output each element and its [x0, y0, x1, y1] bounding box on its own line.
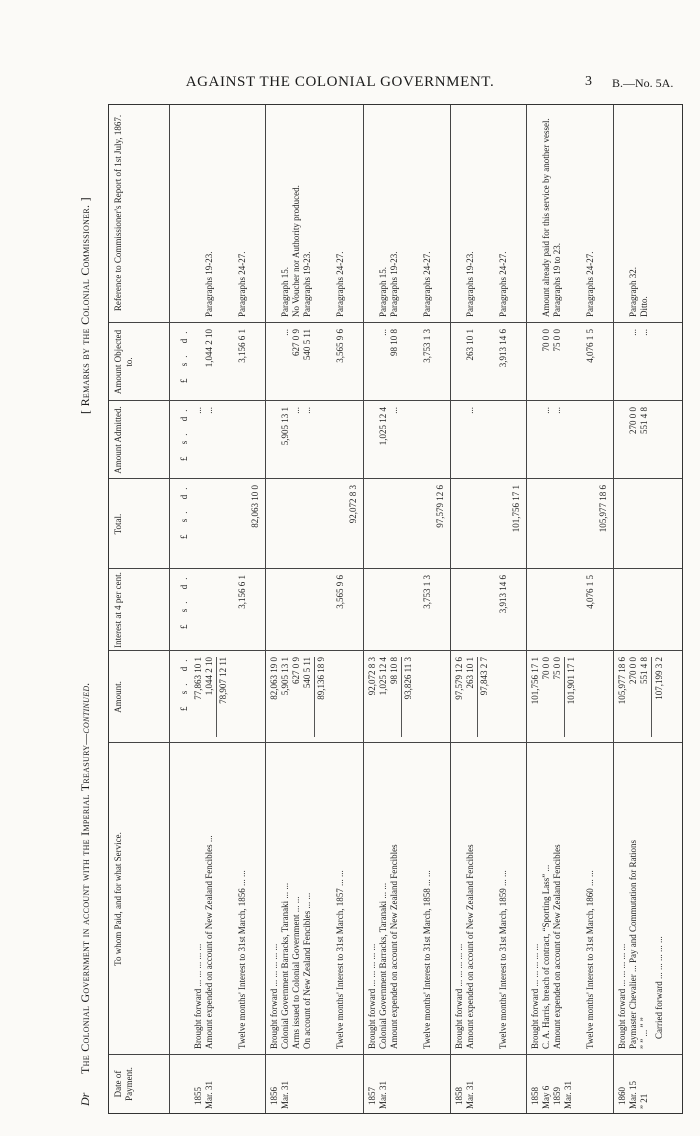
interest-line-objected: 3,565 9 6 [335, 329, 345, 363]
column-header-date: Date of Payment. [113, 1067, 134, 1101]
column-divider [109, 650, 682, 651]
currency-units: £ s. d. [179, 572, 189, 629]
row-service: Arms issued to Colonial Government ... ... [291, 896, 301, 1049]
date-day: Mar. 31 [204, 1081, 214, 1109]
row-amount: 82,063 19 0 [269, 657, 279, 700]
group-subtotal: 101,901 17 1 [566, 657, 576, 705]
carried-forward-label: Carried forward ... ... ... ... ... [654, 936, 664, 1039]
row-admitted: 1,025 12 4 [378, 407, 388, 446]
column-divider [109, 400, 682, 401]
interest-line-value: 3,753 1 3 [422, 575, 432, 609]
row-reference: Paragraphs 19-23. [302, 251, 312, 317]
row-admitted: ... [552, 407, 562, 414]
row-reference: No Voucher nor Authority produced. [291, 185, 301, 317]
row-objected: ... [639, 329, 649, 336]
group-rule [265, 105, 266, 1113]
document-reference: B.—No. 5A. [612, 76, 674, 90]
caption-main: The Colonial Government in account with the Imperial Treasury [78, 744, 92, 1074]
amount-rule [314, 657, 315, 737]
interest-line-value: 3,156 6 1 [237, 575, 247, 609]
interest-line-label: Twelve months' Interest to 31st March, 1860 ... ... [585, 870, 595, 1049]
row-admitted: ... [465, 407, 475, 414]
amount-rule [477, 657, 478, 737]
row-service: On account of New Zealand Fencibles ... ... [302, 892, 312, 1049]
interest-line-label: Twelve months' Interest to 31st March, 1856 ... ... [237, 870, 247, 1049]
row-objected: ... [378, 329, 388, 336]
row-reference: Paragraphs 19-23. [465, 251, 475, 317]
row-amount: 551 4 8 [639, 657, 649, 684]
currency-units: £ s. d. [179, 482, 189, 539]
row-amount: 627 0 9 [291, 657, 301, 684]
interest-line-objected: 3,753 1 3 [422, 329, 432, 363]
row-reference: Paragraphs 19-23. [204, 251, 214, 317]
row-service: Paymaster Chevalier ... Pay and Commutation for Rations [628, 840, 638, 1049]
interest-line-label: Twelve months' Interest to 31st March, 1858 ... ... [422, 870, 432, 1049]
currency-units: £ s. d. [179, 654, 189, 711]
row-service: Brought forward ... ... ... ... ... [530, 943, 540, 1049]
date-year: 1858 [530, 1087, 540, 1105]
row-service: Brought forward ... ... ... ... ... [367, 943, 377, 1049]
date-day: Mar. 31 [280, 1081, 290, 1109]
interest-line-value: 3,565 9 6 [335, 575, 345, 609]
header-rule [169, 105, 170, 1113]
row-service: ” ” ... ” ” [639, 1017, 649, 1049]
currency-units: £ s. d. [179, 404, 189, 461]
group-rule [363, 105, 364, 1113]
row-amount: 75 0 0 [552, 657, 562, 680]
row-amount: 5,905 13 1 [280, 657, 290, 696]
remarks-caption: [ Remarks by the Colonial Commissioner. ] [78, 197, 92, 414]
row-objected: ... [280, 329, 290, 336]
group-total: 82,063 10 0 [250, 485, 260, 528]
row-admitted: ... [389, 407, 399, 414]
interest-line-reference: Paragraphs 24-27. [422, 251, 432, 317]
row-objected: 98 10 8 [389, 329, 399, 356]
row-amount: 263 10 1 [465, 657, 475, 689]
dr-label: Dr [78, 1092, 92, 1106]
column-header-admitted: Amount Admitted. [113, 406, 123, 474]
row-amount: 92,072 8 3 [367, 657, 377, 696]
interest-line-value: 3,913 14 6 [498, 575, 508, 614]
ledger-page [58, 104, 700, 1114]
column-divider [109, 568, 682, 569]
group-rule [613, 105, 614, 1113]
interest-line-label: Twelve months' Interest to 31st March, 1859 ... ... [498, 870, 508, 1049]
row-admitted: ... [541, 407, 551, 414]
interest-line-reference: Paragraphs 24-27. [237, 251, 247, 317]
row-service: Amount expended on account of New Zealand Fencibles [389, 844, 399, 1049]
group-rule [526, 105, 527, 1113]
row-amount: 270 0 0 [628, 657, 638, 684]
group-total: 105,977 18 6 [598, 485, 608, 533]
row-reference: Paragraphs 19-23. [389, 251, 399, 317]
interest-line-reference: Paragraphs 24-27. [335, 251, 345, 317]
date-year-2: 1859 [552, 1087, 562, 1105]
row-objected: 1,044 2 10 [204, 329, 214, 368]
date-year: 1856 [269, 1087, 279, 1105]
row-objected: 540 5 11 [302, 329, 312, 361]
column-header-amount: Amount. [113, 681, 123, 713]
date-day: May 6 [541, 1085, 551, 1109]
page-number: 3 [585, 74, 592, 89]
column-header-objected: Amount Objected to. [113, 329, 134, 395]
row-objected: 75 0 0 [552, 329, 562, 352]
group-total: 92,072 8 3 [348, 485, 358, 524]
column-header-total: Total. [113, 513, 123, 535]
currency-units: £ s. d. [179, 326, 189, 383]
row-reference: Paragraph 32. [628, 267, 638, 317]
row-amount: 101,756 17 1 [530, 657, 540, 705]
column-divider [109, 1054, 682, 1055]
row-service: Colonial Government Barracks, Taranaki ... ... [280, 882, 290, 1049]
column-header-interest: Interest at 4 per cent. [113, 572, 123, 648]
rotated-ledger-table [58, 104, 700, 1114]
amount-rule [651, 657, 652, 737]
date-year: 1858 [454, 1087, 464, 1105]
date-year: 1860 [617, 1087, 627, 1105]
row-admitted: ... [302, 407, 312, 414]
row-service: Brought forward ... ... ... ... ... [269, 943, 279, 1049]
row-service: Amount expended on account of New Zealand Fencibles ... [204, 835, 214, 1049]
row-objected: 70 0 0 [541, 329, 551, 352]
date-year: 1855 [193, 1087, 203, 1105]
amount-rule [564, 657, 565, 737]
row-amount: 540 5 11 [302, 657, 312, 689]
group-rule [450, 105, 451, 1113]
row-reference: Paragraphs 19 to 23. [552, 243, 562, 317]
column-header-reference: Reference to Commissioner's Report of 1st July, 1867. [113, 114, 123, 312]
group-total: 97,579 12 6 [435, 485, 445, 528]
row-service: Brought forward ... ... ... ... ... [454, 943, 464, 1049]
row-objected: ... [628, 329, 638, 336]
row-admitted: ... [204, 407, 214, 414]
group-subtotal: 78,907 12 11 [218, 657, 228, 704]
row-admitted: 270 0 0 [628, 407, 638, 434]
row-reference: Paragraph 15. [378, 267, 388, 317]
row-admitted: ... [291, 407, 301, 414]
row-service: Brought forward ... ... ... ... ... [617, 943, 627, 1049]
caption-continued: —continued. [78, 682, 92, 745]
row-service: Amount expended on account of New Zealand Fencibles [552, 844, 562, 1049]
row-amount: 1,044 2 10 [204, 657, 214, 696]
amount-rule [401, 657, 402, 737]
interest-line-objected: 3,913 14 6 [498, 329, 508, 368]
group-subtotal: 89,136 18 9 [316, 657, 326, 700]
page-header-title: AGAINST THE COLONIAL GOVERNMENT. [185, 74, 495, 90]
column-header-service: To whom Paid, and for what Service. [113, 832, 123, 966]
interest-line-objected: 3,156 6 1 [237, 329, 247, 363]
row-objected: 627 0 9 [291, 329, 301, 356]
date-year: 1857 [367, 1087, 377, 1105]
row-amount: 70 0 0 [541, 657, 551, 680]
date-day: Mar. 31 [465, 1081, 475, 1109]
group-subtotal: 93,826 11 3 [403, 657, 413, 700]
interest-line-value: 4,076 1 5 [585, 575, 595, 609]
row-amount: 77,863 10 1 [193, 657, 203, 700]
amount-rule [216, 657, 217, 737]
column-divider [109, 742, 682, 743]
table-caption [78, 682, 93, 1074]
row-service: Colonial Government Barracks, Taranaki ... ... [378, 882, 388, 1049]
row-objected: 263 10 1 [465, 329, 475, 361]
column-divider [109, 322, 682, 323]
carried-forward-amount: 107,199 3 2 [654, 657, 664, 700]
interest-line-reference: Paragraphs 24-27. [585, 251, 595, 317]
row-amount: 98 10 8 [389, 657, 399, 684]
row-admitted: ... [193, 407, 203, 414]
row-reference: Paragraph 15. [280, 267, 290, 317]
column-divider [109, 478, 682, 479]
row-admitted: 551 4 8 [639, 407, 649, 434]
row-service: C. A. Harris, breach of contract, “Sporting Lass” ... [541, 864, 551, 1049]
date-day: Mar. 15 [628, 1081, 638, 1109]
ledger-table [108, 104, 683, 1114]
interest-line-objected: 4,076 1 5 [585, 329, 595, 363]
row-reference: Amount already paid for this service by another vessel. [541, 118, 551, 317]
interest-line-reference: Paragraphs 24-27. [498, 251, 508, 317]
row-amount: 97,579 12 6 [454, 657, 464, 700]
interest-line-label: Twelve months' Interest to 31st March, 1857 ... ... [335, 870, 345, 1049]
row-amount: 105,977 18 6 [617, 657, 627, 705]
date-day-2: ” 21 [639, 1093, 649, 1109]
group-subtotal: 97,843 2 7 [479, 657, 489, 696]
row-service: Brought forward ... ... ... ... ... [193, 943, 203, 1049]
row-admitted: 5,905 13 1 [280, 407, 290, 446]
row-reference: Ditto. [639, 296, 649, 317]
date-day-2: Mar. 31 [563, 1081, 573, 1109]
row-service: Amount expended on account of New Zealand Fencibles [465, 844, 475, 1049]
group-total: 101,756 17 1 [511, 485, 521, 533]
date-day: Mar. 31 [378, 1081, 388, 1109]
row-amount: 1,025 12 4 [378, 657, 388, 696]
